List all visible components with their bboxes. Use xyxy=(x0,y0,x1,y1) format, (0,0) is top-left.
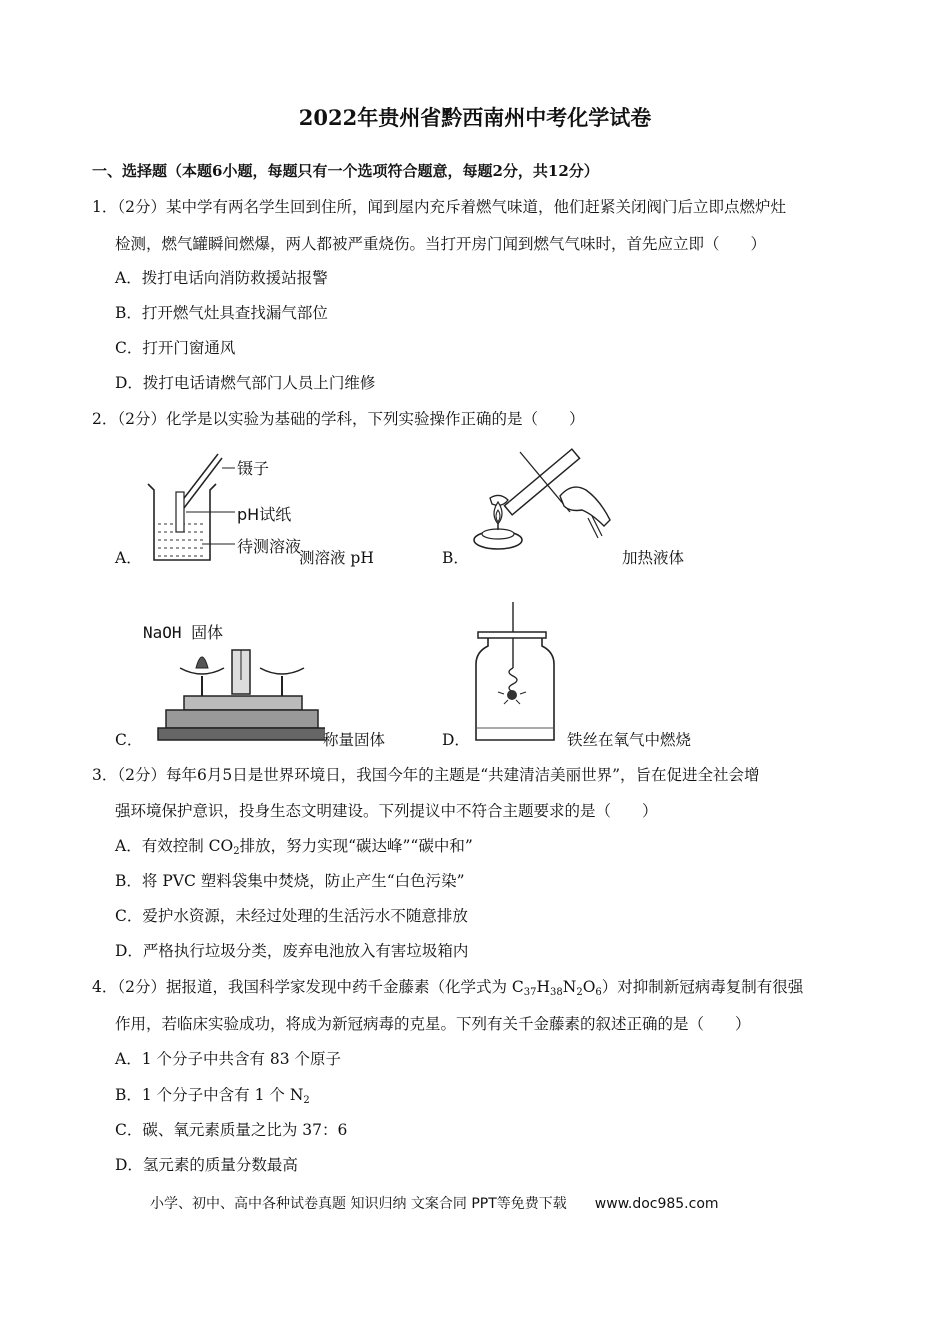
q3-option-d: D．严格执行垃圾分类，废弃电池放入有害垃圾箱内 xyxy=(115,942,469,960)
q2-stem: 2．（2分）化学是以实验为基础的学科，下列实验操作正确的是（ ） xyxy=(92,410,585,428)
q1-stem-line1: 1．（2分）某中学有两名学生回到住所，闻到屋内充斥着燃气味道，他们赶紧关闭阀门后立即点燃炉灶 xyxy=(92,198,786,216)
figure-heating-liquid xyxy=(460,440,630,555)
q1-option-c: C．打开门窗通风 xyxy=(115,339,236,357)
q3-option-c: C．爱护水资源，未经过处理的生活污水不随意排放 xyxy=(115,907,468,925)
q3-option-a: A．有效控制 $CO_2$排放，努力实现“碳达峰”“碳中和” xyxy=(115,837,473,857)
q2-option-c-letter: C． xyxy=(115,731,143,749)
q3-option-b: B．将 PVC 塑料袋集中焚烧，防止产生“白色污染” xyxy=(115,872,465,890)
q1-option-a: A．拨打电话向消防救援站报警 xyxy=(115,269,328,287)
q3-stem-line2: 强环境保护意识，投身生态文明建设。下列提议中不符合主题要求的是（ ） xyxy=(115,802,658,820)
figure-balance xyxy=(140,640,325,745)
label-test-solution: 待测溶液 xyxy=(237,537,302,556)
q1-stem-line2: 检测，燃气罐瞬间燃爆，两人都被严重烧伤。当打开房门闻到燃气气味时，首先应立即（ ） xyxy=(115,235,767,253)
q2-option-d-letter: D． xyxy=(442,731,470,749)
q2-option-a-letter: A． xyxy=(115,549,142,567)
page-footer xyxy=(150,1193,719,1213)
q4-stem-line1: 4．（2分）据报道，我国科学家发现中药千金藤素（化学式为 $C_{37}H_{38}N_2O_6$）对抑制新冠病毒复制有很强 xyxy=(92,978,804,998)
footer-text: 小学、初中、高中各种试卷真题 知识归纳 文案合同 PPT等免费下载 xyxy=(150,1196,567,1212)
footer-url[interactable]: www.doc985.com xyxy=(594,1196,719,1212)
q2-option-c-caption: 称量固体 xyxy=(323,731,386,749)
q1-option-d: D．拨打电话请燃气部门人员上门维修 xyxy=(115,374,376,392)
q4-option-b: B．1 个分子中含有 1 个 $N_2$ xyxy=(115,1086,310,1106)
q2-option-b-letter: B． xyxy=(442,549,469,567)
label-ph-paper: pH试纸 xyxy=(237,505,292,524)
q3-stem-line1: 3．（2分）每年6月5日是世界环境日，我国今年的主题是“共建清洁美丽世界”，旨在促进全社会增 xyxy=(92,766,760,784)
exam-title: 2022年贵州省黔西南州中考化学试卷 xyxy=(298,105,652,130)
figure-iron-combustion xyxy=(470,602,560,744)
label-naoh-solid: NaOH 固体 xyxy=(143,623,224,642)
q4-stem-line2: 作用，若临床实验成功，将成为新冠病毒的克星。下列有关千金藤素的叙述正确的是（ ） xyxy=(115,1015,751,1033)
q4-option-d: D．氢元素的质量分数最高 xyxy=(115,1156,298,1174)
q1-option-b: B．打开燃气灶具查找漏气部位 xyxy=(115,304,328,322)
label-tweezers: 镊子 xyxy=(237,459,270,478)
q2-option-b-caption: 加热液体 xyxy=(622,549,685,567)
q2-option-d-caption: 铁丝在氧气中燃烧 xyxy=(567,731,692,749)
section-heading: 一、选择题（本题6小题，每题只有一个选项符合题意，每题2分，共12分） xyxy=(92,162,599,180)
q4-option-a: A．1 个分子中共含有 83 个原子 xyxy=(115,1050,342,1068)
q2-option-a-caption: 测溶液 pH xyxy=(299,549,374,567)
q4-option-c: C．碳、氧元素质量之比为 37：6 xyxy=(115,1121,348,1139)
